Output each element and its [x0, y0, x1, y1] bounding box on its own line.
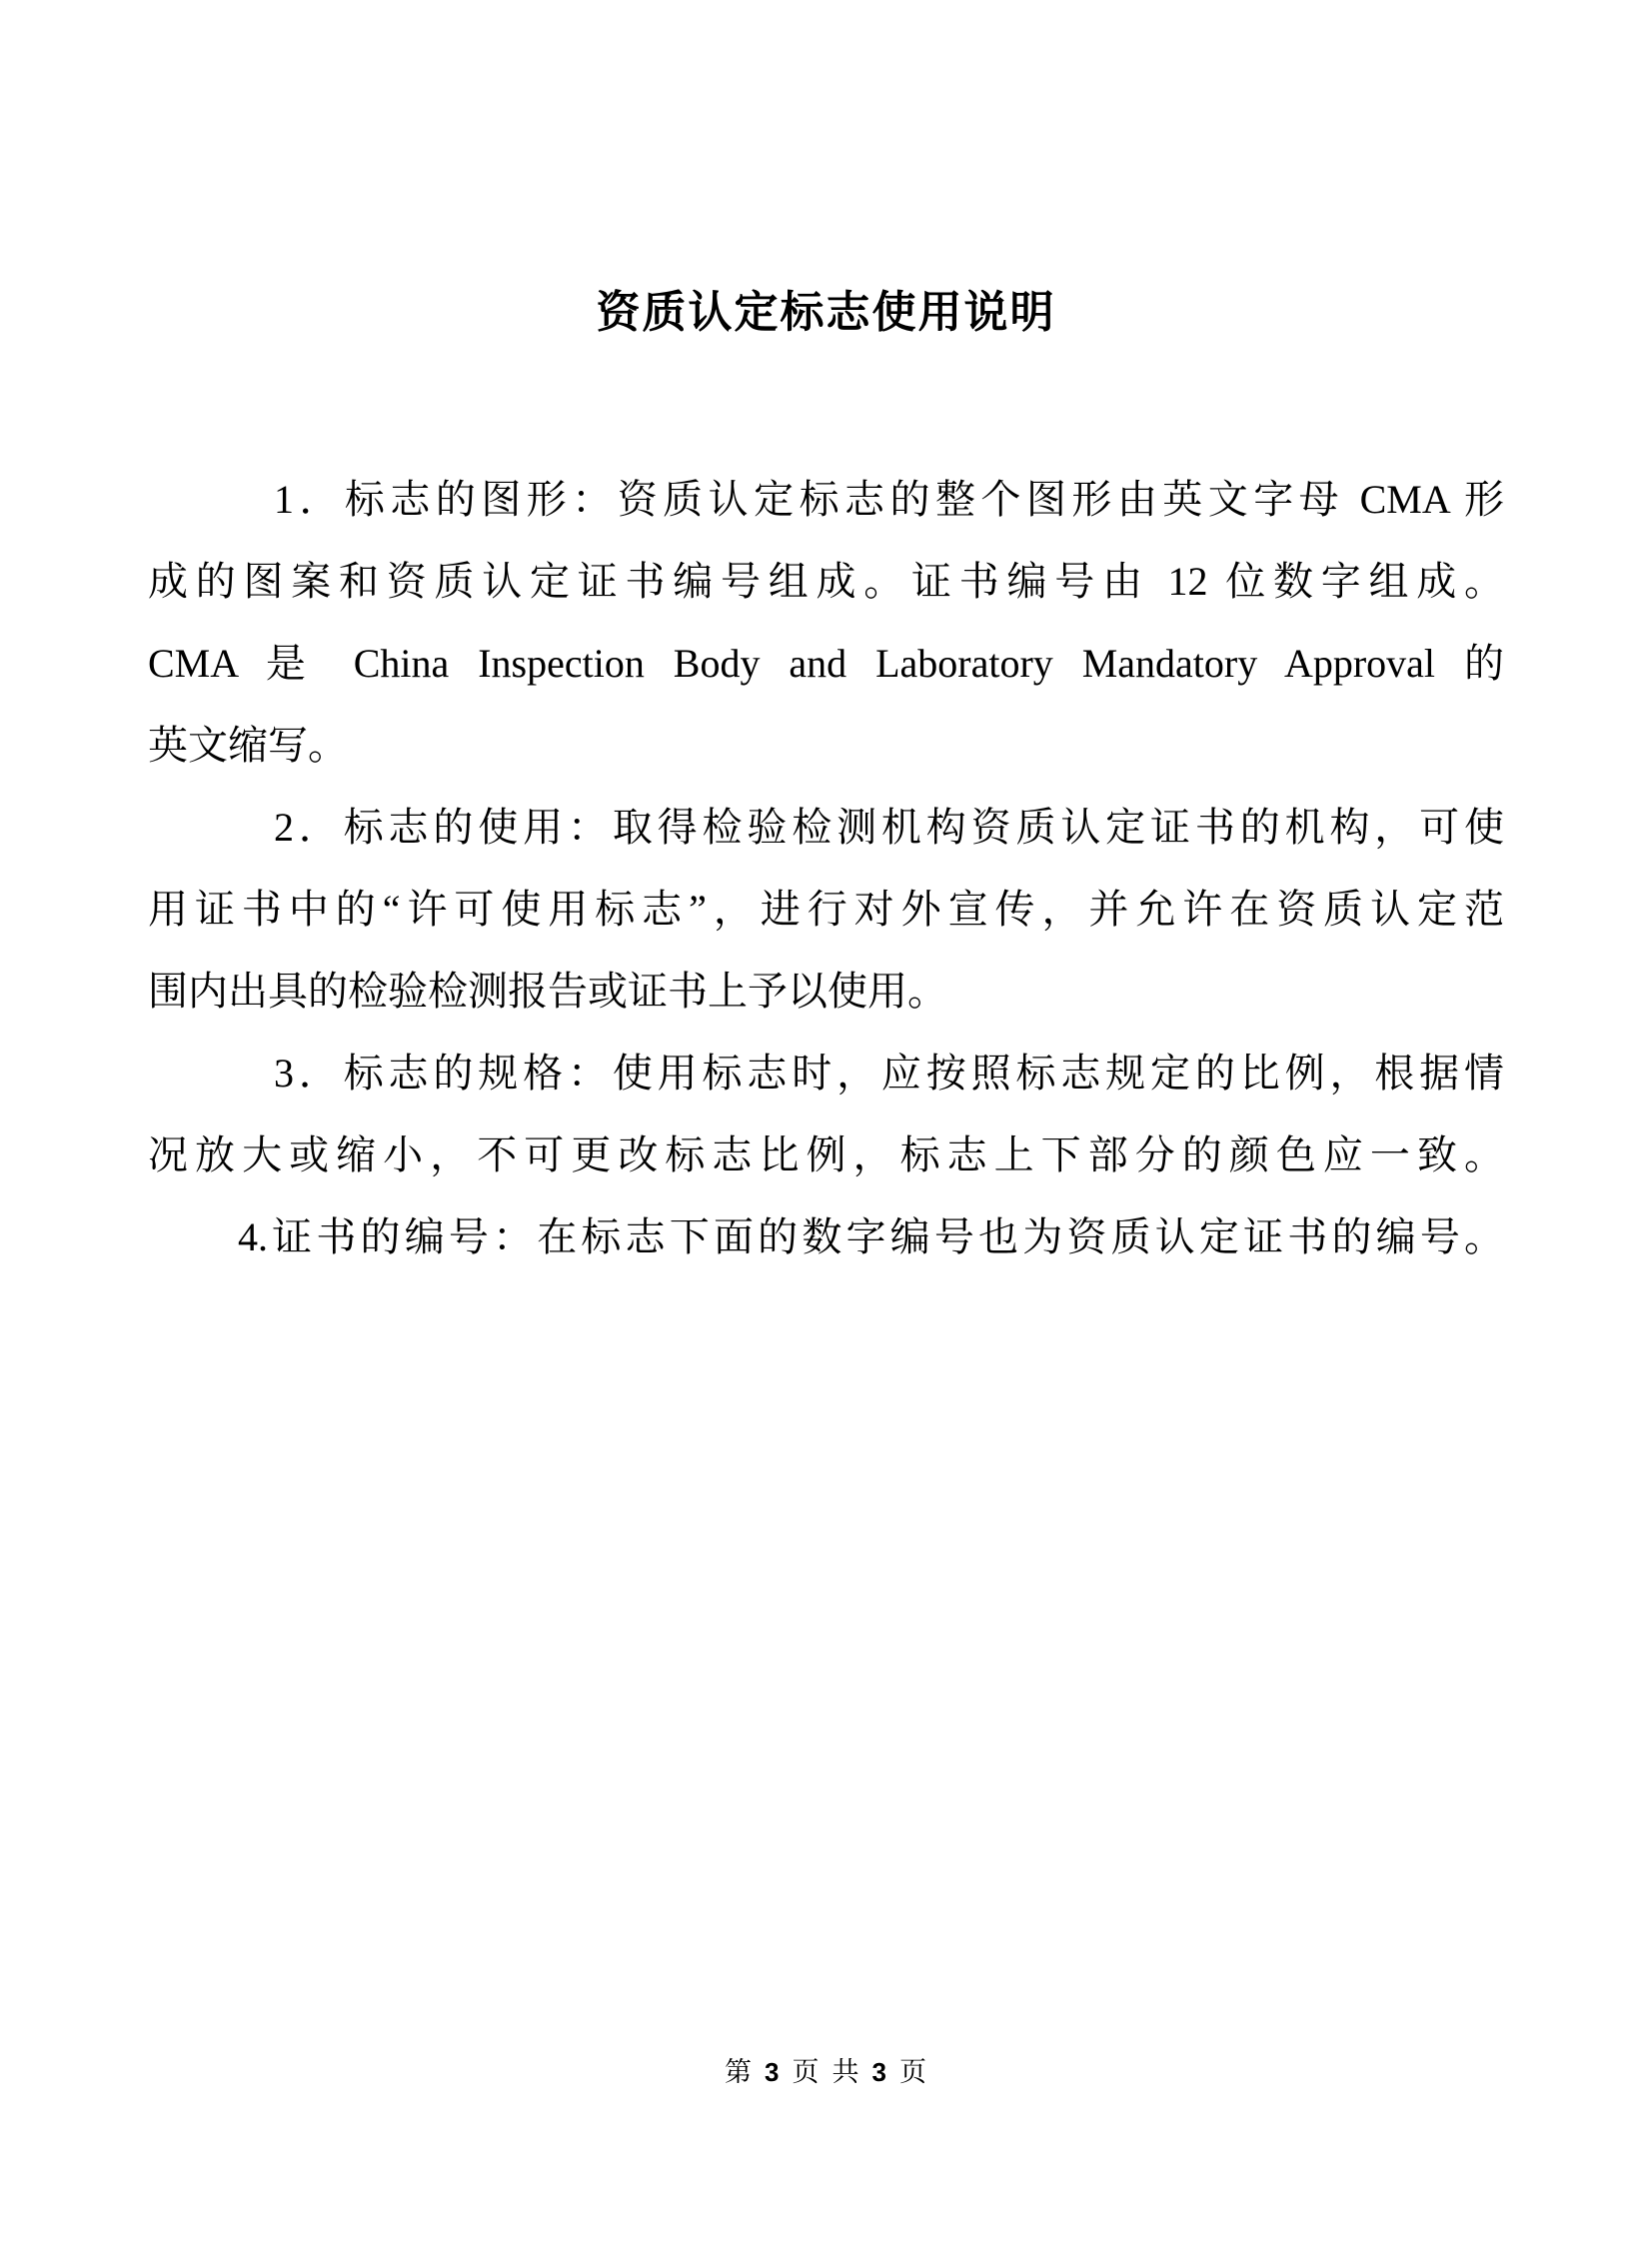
footer-page-label: 页 [792, 2057, 821, 2087]
paragraph-3-line-2: 况放大或缩小，不可更改标志比例，标志上下部分的颜色应一致。 [148, 1132, 1504, 1177]
paragraph-1-line-1: 1．标志的图形：资质认定标志的整个图形由英文字母 CMA 形 [274, 477, 1504, 522]
paragraph-2-line-3: 围内出具的检验检测报告或证书上予以使用。 [148, 969, 947, 1014]
footer-total-pages-number: 3 [871, 2057, 887, 2087]
paragraph-2-line-2: 用证书中的“许可使用标志”，进行对外宣传，并允许在资质认定范 [148, 887, 1504, 932]
paragraph-3-line-1: 3．标志的规格：使用标志时，应按照标志规定的比例，根据情 [274, 1051, 1504, 1096]
paragraph-4-line-1: 4.证书的编号：在标志下面的数字编号也为资质认定证书的编号。 [238, 1214, 1504, 1259]
paragraph-2-line-1: 2．标志的使用：取得检验检测机构资质认定证书的机构，可使 [274, 805, 1504, 850]
page-footer [0, 2055, 1652, 2089]
document-title: 资质认定标志使用说明 [596, 288, 1056, 337]
footer-prefix: 第 [725, 2057, 754, 2087]
paragraph-1-line-4: 英文缩写。 [148, 723, 348, 768]
document-body [148, 459, 1504, 1278]
footer-current-page-number: 3 [765, 2057, 781, 2087]
footer-page-label-2: 页 [898, 2057, 927, 2087]
paragraph-1-line-2: 成的图案和资质认定证书编号组成。证书编号由 12 位数字组成。 [148, 559, 1504, 604]
footer-conjunction: 共 [831, 2057, 860, 2087]
paragraph-1-line-3: CMA 是 China Inspection Body and Laboratory Mandatory Approval 的 [148, 641, 1504, 686]
